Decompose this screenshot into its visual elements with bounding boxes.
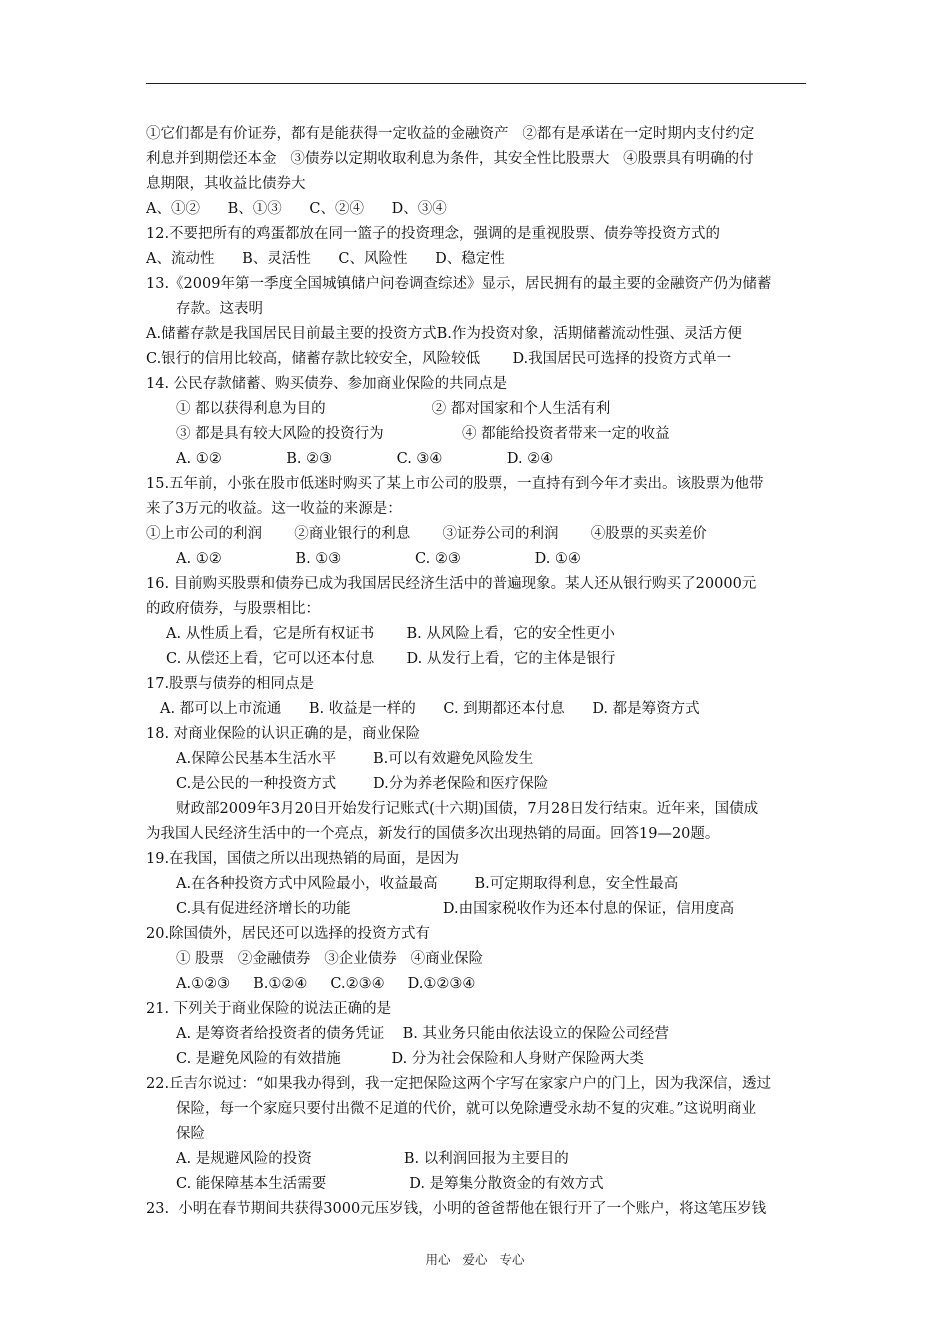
- answer-options: A、流动性 B、灵活性 C、风险性 D、稳定性: [146, 251, 505, 267]
- question-14: 14. 公民存款储蓄、购买债券、参加商业保险的共同点是: [146, 376, 508, 392]
- question-18: 18. 对商业保险的认识正确的是，商业保险: [146, 726, 421, 742]
- answer-options: A.①②③ B.①②④ C.②③④ D.①②③④: [176, 976, 476, 992]
- question-21: 21. 下列关于商业保险的说法正确的是: [146, 1001, 392, 1017]
- answer-options: A、①② B、①③ C、②④ D、③④: [146, 201, 447, 217]
- header-rule: [146, 83, 806, 84]
- passage-text: 财政部2009年3月20日开始发行记账式(十六期)国债，7月28日发行结束。近年来，国债成: [176, 801, 759, 817]
- answer-options: C.银行的信用比较高，储蓄存款比较安全，风险较低 D.我国居民可选择的投资方式单一: [146, 351, 732, 367]
- text-line: 的政府债券，与股票相比：: [146, 601, 320, 617]
- text-line: 保险: [176, 1126, 205, 1142]
- answer-options: C. 能保障基本生活需要 D. 是筹集分散资金的有效方式: [176, 1176, 604, 1192]
- question-20: 20.除国债外，居民还可以选择的投资方式有: [146, 926, 431, 942]
- text-line: 息期限，其收益比债券大: [146, 176, 306, 192]
- question-23: 23. 小明在春节期间共获得3000元压岁钱，小明的爸爸帮他在银行开了一个账户，将这笔压岁钱: [146, 1201, 767, 1217]
- answer-options: C. 是避免风险的有效措施 D. 分为社会保险和人身财产保险两大类: [176, 1051, 644, 1067]
- answer-options: C.是公民的一种投资方式 D.分为养老保险和医疗保险: [176, 776, 549, 792]
- question-17: 17.股票与债券的相同点是: [146, 676, 315, 692]
- answer-options: A.保障公民基本生活水平 B.可以有效避免风险发生: [176, 751, 534, 767]
- text-line: 来了3万元的收益。这一收益的来源是：: [146, 501, 402, 517]
- answer-options: A. 是筹资者给投资者的债务凭证 B. 其业务只能由依法设立的保险公司经营: [176, 1026, 669, 1042]
- answer-options: A. ①② B. ②③ C. ③④ D. ②④: [176, 451, 554, 467]
- question-19: 19.在我国，国债之所以出现热销的局面，是因为: [146, 851, 460, 867]
- answer-options: A.在各种投资方式中风险最小，收益最高 B.可定期取得利息，安全性最高: [176, 876, 679, 892]
- exam-text: [146, 122, 852, 1222]
- question-15: 15.五年前，小张在股市低迷时购买了某上市公司的股票，一直持有到今年才卖出。该股票为他带: [146, 476, 764, 492]
- statement-options: ① 都以获得利息为目的 ② 都对国家和个人生活有利: [176, 401, 611, 417]
- statement-options: ①上市公司的利润 ②商业银行的利息 ③证券公司的利润 ④股票的买卖差价: [146, 526, 707, 542]
- answer-options: A. 都可以上市流通 B. 收益是一样的 C. 到期都还本付息 D. 都是筹资方式: [160, 701, 700, 717]
- page-footer: 用心 爱心 专心: [425, 1252, 525, 1267]
- statement-options: ③ 都是具有较大风险的投资行为 ④ 都能给投资者带来一定的收益: [176, 426, 670, 442]
- answer-options: A. ①② B. ①③ C. ②③ D. ①④: [176, 551, 581, 567]
- answer-options: A. 是规避风险的投资 B. 以利润回报为主要目的: [176, 1151, 569, 1167]
- text-line: ①它们都是有价证券，都有是能获得一定收益的金融资产 ②都有是承诺在一定时期内支付约定: [146, 126, 755, 142]
- question-12: 12.不要把所有的鸡蛋都放在同一篮子的投资理念，强调的是重视股票、债券等投资方式的: [146, 226, 721, 242]
- text-line: 保险，每一个家庭只要付出微不足道的代价，就可以免除遭受永劫不复的灾难。”这说明商业: [176, 1101, 757, 1117]
- question-22: 22.丘吉尔说过：“如果我办得到，我一定把保险这两个字写在家家户户的门上，因为我深信，透过: [146, 1076, 771, 1092]
- question-13: 13.《2009年第一季度全国城镇储户问卷调查综述》显示，居民拥有的最主要的金融资产仍为储蓄: [146, 276, 772, 292]
- passage-text: 为我国人民经济生活中的一个亮点，新发行的国债多次出现热销的局面。回答19—20题。: [146, 826, 720, 842]
- text-line: 存款。这表明: [176, 301, 263, 317]
- statement-options: ① 股票 ②金融债券 ③企业债券 ④商业保险: [176, 951, 484, 967]
- answer-options: A.储蓄存款是我国居民目前最主要的投资方式B.作为投资对象，活期储蓄流动性强、灵活方便: [146, 326, 742, 342]
- question-16: 16. 目前购买股票和债券已成为我国居民经济生活中的普遍现象。某人还从银行购买了20000元: [146, 576, 757, 592]
- text-line: 利息并到期偿还本金 ③债券以定期收取利息为条件，其安全性比股票大 ④股票具有明确的付: [146, 151, 754, 167]
- answer-options: A. 从性质上看，它是所有权证书 B. 从风险上看，它的安全性更小: [166, 626, 615, 642]
- answer-options: C.具有促进经济增长的功能 D.由国家税收作为还本付息的保证，信用度高: [176, 901, 735, 917]
- answer-options: C. 从偿还上看，它可以还本付息 D. 从发行上看，它的主体是银行: [166, 651, 616, 667]
